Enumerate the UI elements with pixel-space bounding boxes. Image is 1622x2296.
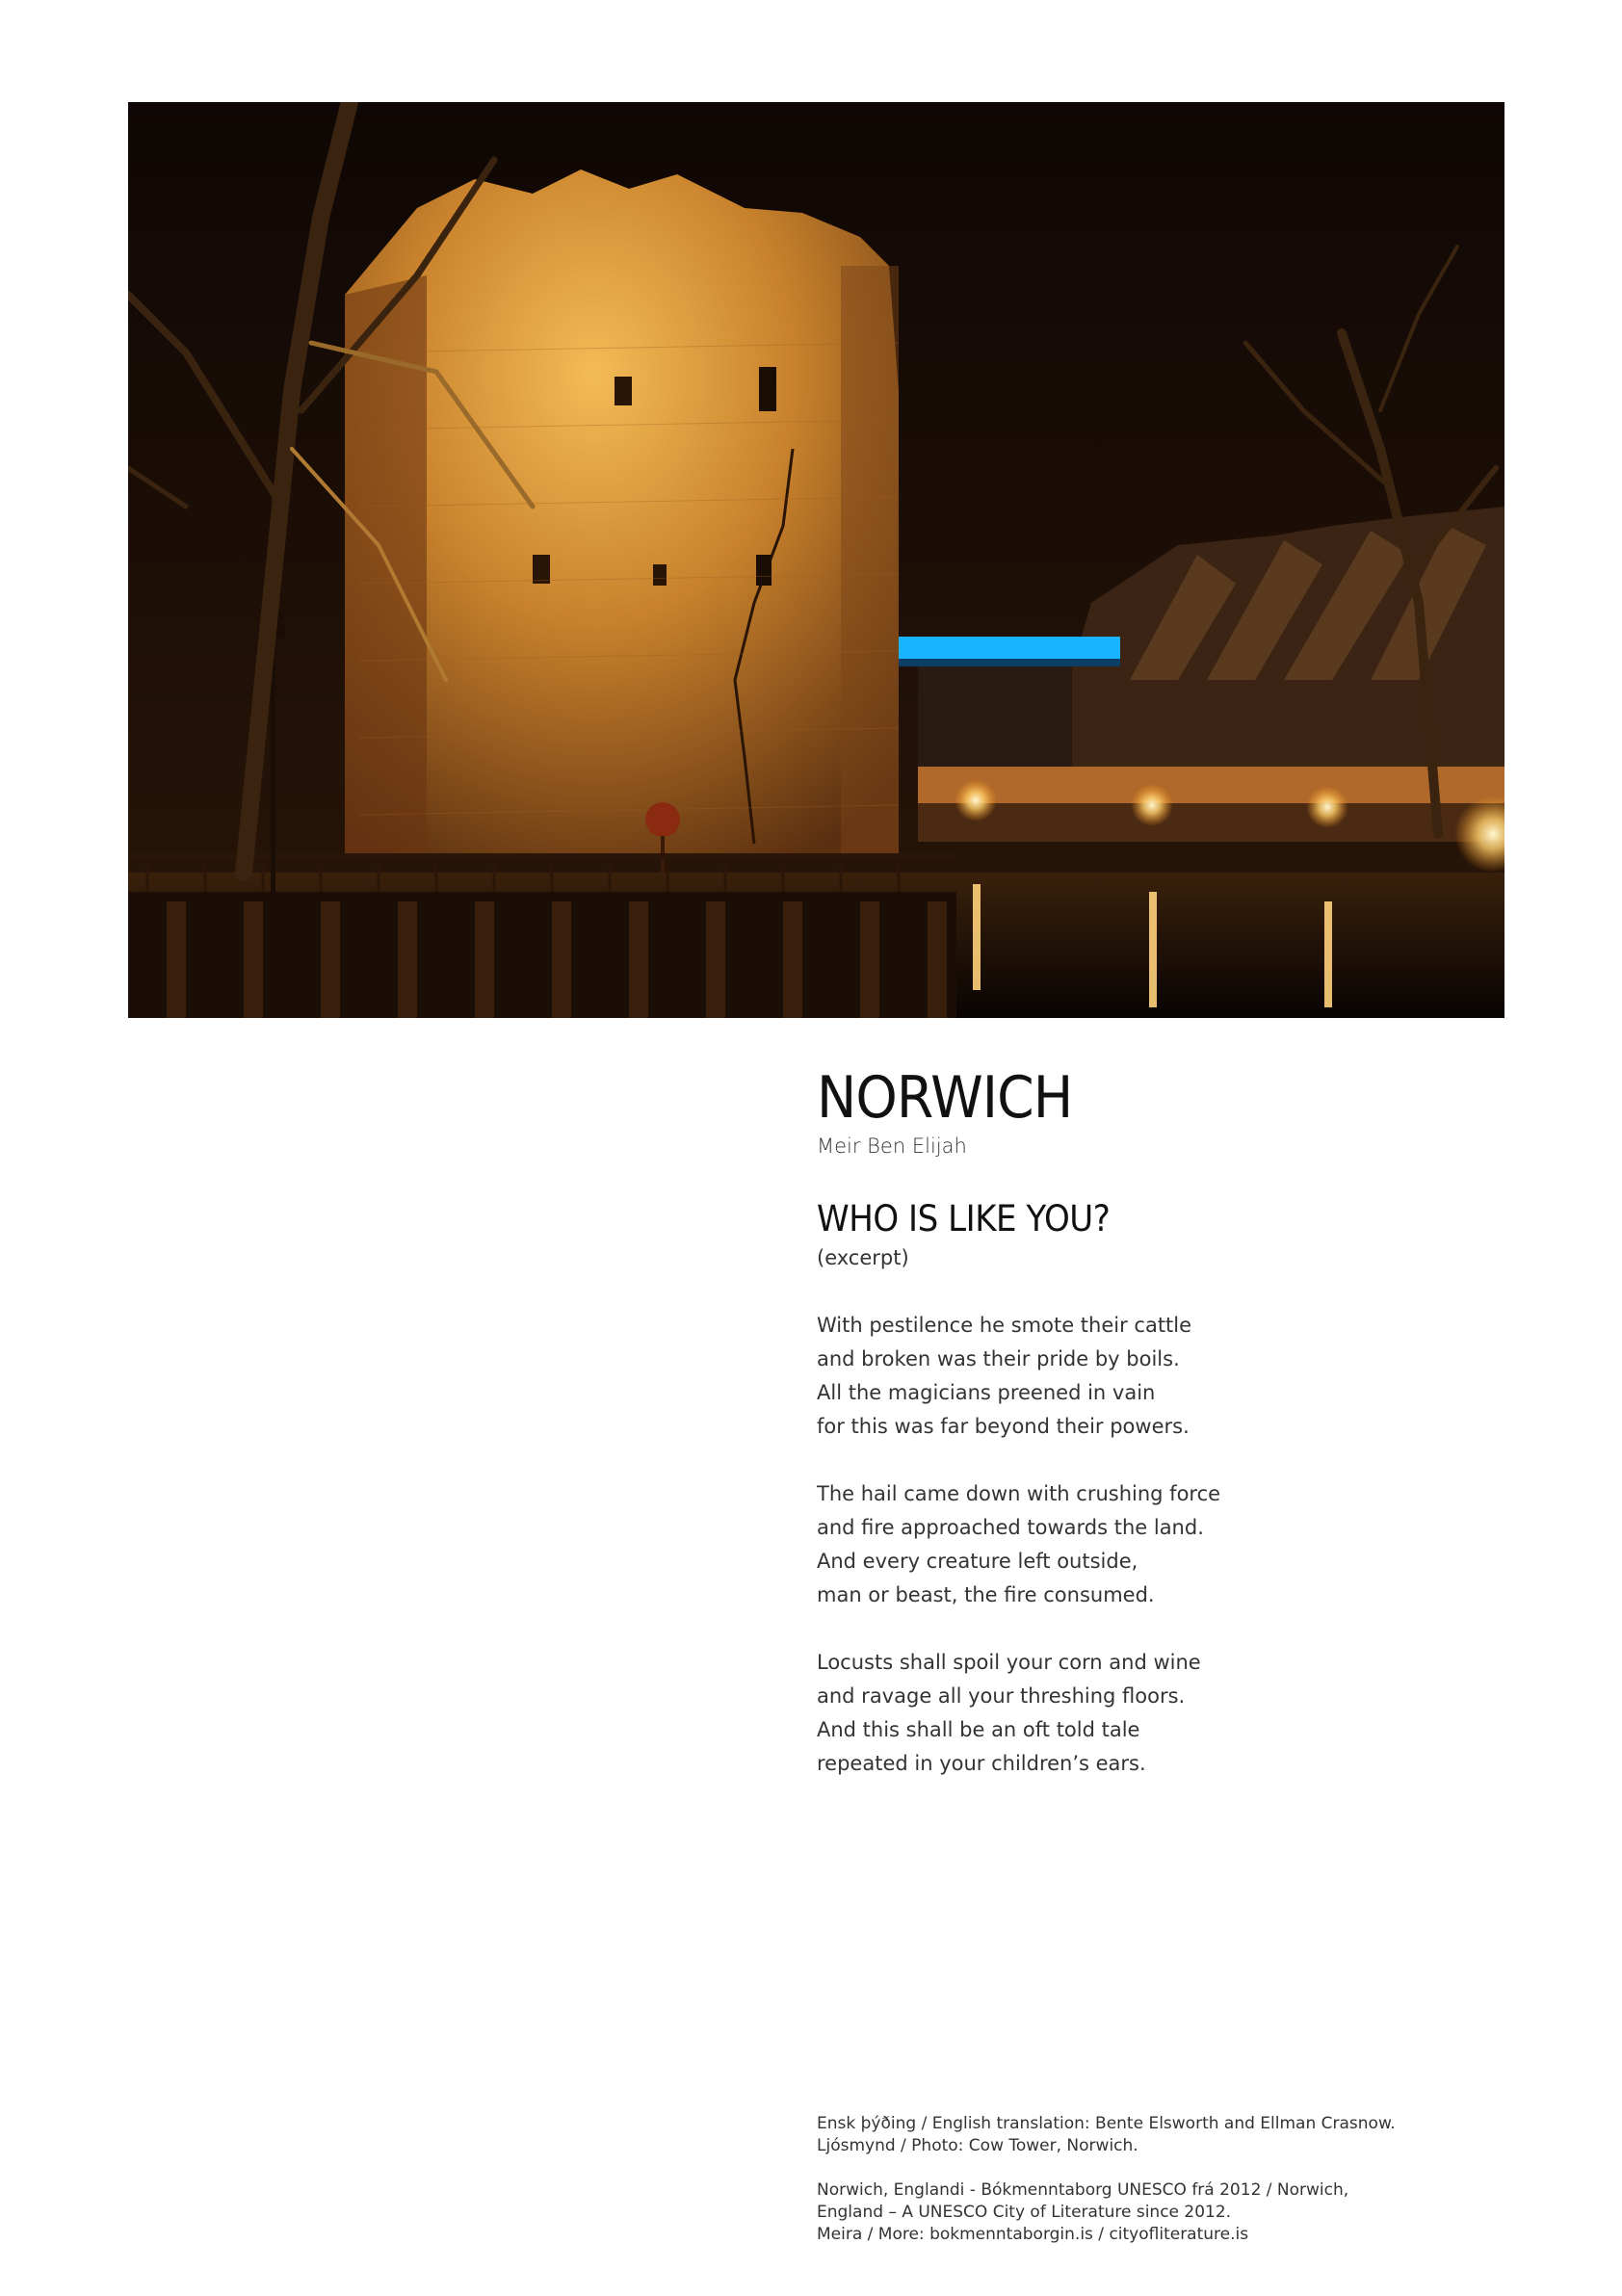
poem-line: and fire approached towards the land. xyxy=(817,1516,1204,1539)
stanza xyxy=(817,1477,1549,1612)
credits xyxy=(817,2113,1549,2246)
unesco-line-2: England – A UNESCO City of Literature since 2012. xyxy=(817,2203,1232,2222)
poem-line: With pestilence he smote their cattle xyxy=(817,1314,1192,1337)
cow-tower-photo xyxy=(128,102,1504,1018)
poem-column xyxy=(817,1064,1549,1814)
poem-body xyxy=(817,1309,1549,1781)
credits-spacer xyxy=(817,2157,1549,2179)
translation-credit: Ensk þýðing / English translation: Bente Elsworth and Ellman Crasnow. xyxy=(817,2114,1396,2133)
unesco-line-1: Norwich, Englandi - Bókmenntaborg UNESCO frá 2012 / Norwich, xyxy=(817,2180,1349,2200)
poem-author: Meir Ben Elijah xyxy=(817,1135,967,1158)
poem-line: man or beast, the fire consumed. xyxy=(817,1583,1155,1606)
excerpt-note: (excerpt) xyxy=(817,1246,909,1269)
poem-line: Locusts shall spoil your corn and wine xyxy=(817,1651,1201,1674)
cow-tower-illustration xyxy=(128,102,1504,1018)
poem-title: WHO IS LIKE YOU? xyxy=(817,1198,1111,1239)
poem-line: for this was far beyond their powers. xyxy=(817,1415,1190,1438)
poem-line: All the magicians preened in vain xyxy=(817,1381,1156,1404)
photo-credit: Ljósmynd / Photo: Cow Tower, Norwich. xyxy=(817,2136,1138,2155)
stanza xyxy=(817,1646,1549,1781)
poem-line: and broken was their pride by boils. xyxy=(817,1347,1180,1370)
poem-line: The hail came down with crushing force xyxy=(817,1482,1221,1505)
more-links: Meira / More: bokmenntaborgin.is / cityofliterature.is xyxy=(817,2225,1249,2244)
city-title: NORWICH xyxy=(817,1064,1073,1132)
stanza xyxy=(817,1309,1549,1444)
poem-line: and ravage all your threshing floors. xyxy=(817,1684,1186,1708)
poem-line: And this shall be an oft told tale xyxy=(817,1718,1140,1741)
poem-line: And every creature left outside, xyxy=(817,1550,1138,1573)
poem-line: repeated in your children’s ears. xyxy=(817,1752,1146,1775)
